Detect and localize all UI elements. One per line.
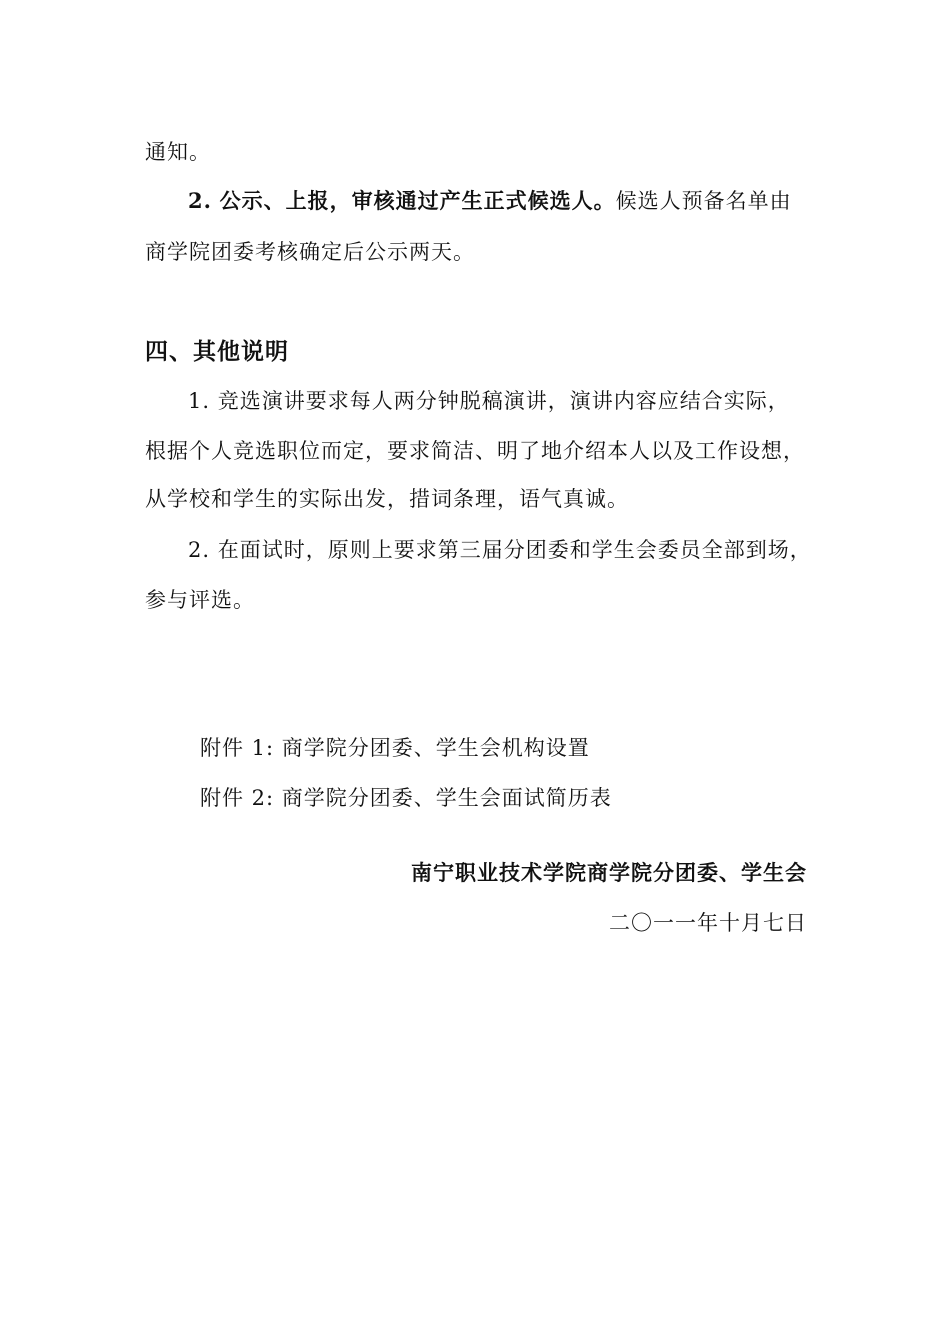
item-2-line-2: 商学院团委考核确定后公示两天。 — [145, 240, 475, 264]
point-2-line-1: 2. 在面试时，原则上要求第三届分团委和学生会委员全部到场， — [188, 538, 812, 562]
item-2-number: 2. — [188, 188, 212, 213]
point-1-line-2: 根据个人竞选职位而定，要求简洁、明了地介绍本人以及工作设想， — [145, 439, 805, 463]
section-four-heading: 四、其他说明 — [145, 338, 289, 365]
point-1-line-3: 从学校和学生的实际出发，措词条理，语气真诚。 — [145, 487, 629, 511]
item-2-bold-title: 公示、上报，审核通过产生正式候选人。 — [219, 188, 616, 213]
item-2-line-1 — [188, 186, 792, 216]
signature-date: 二〇一一年十月七日 — [609, 911, 807, 935]
item-2-text: 候选人预备名单由 — [615, 189, 792, 213]
signature-organization: 南宁职业技术学院商学院分团委、学生会 — [411, 860, 807, 885]
attachment-1: 附件 1: 商学院分团委、学生会机构设置 — [200, 736, 590, 760]
attachment-2: 附件 2: 商学院分团委、学生会面试简历表 — [200, 786, 612, 810]
continuation-text: 通知。 — [145, 140, 211, 164]
point-2-line-2: 参与评选。 — [145, 588, 255, 612]
point-1-line-1: 1. 竞选演讲要求每人两分钟脱稿演讲，演讲内容应结合实际， — [188, 389, 790, 413]
